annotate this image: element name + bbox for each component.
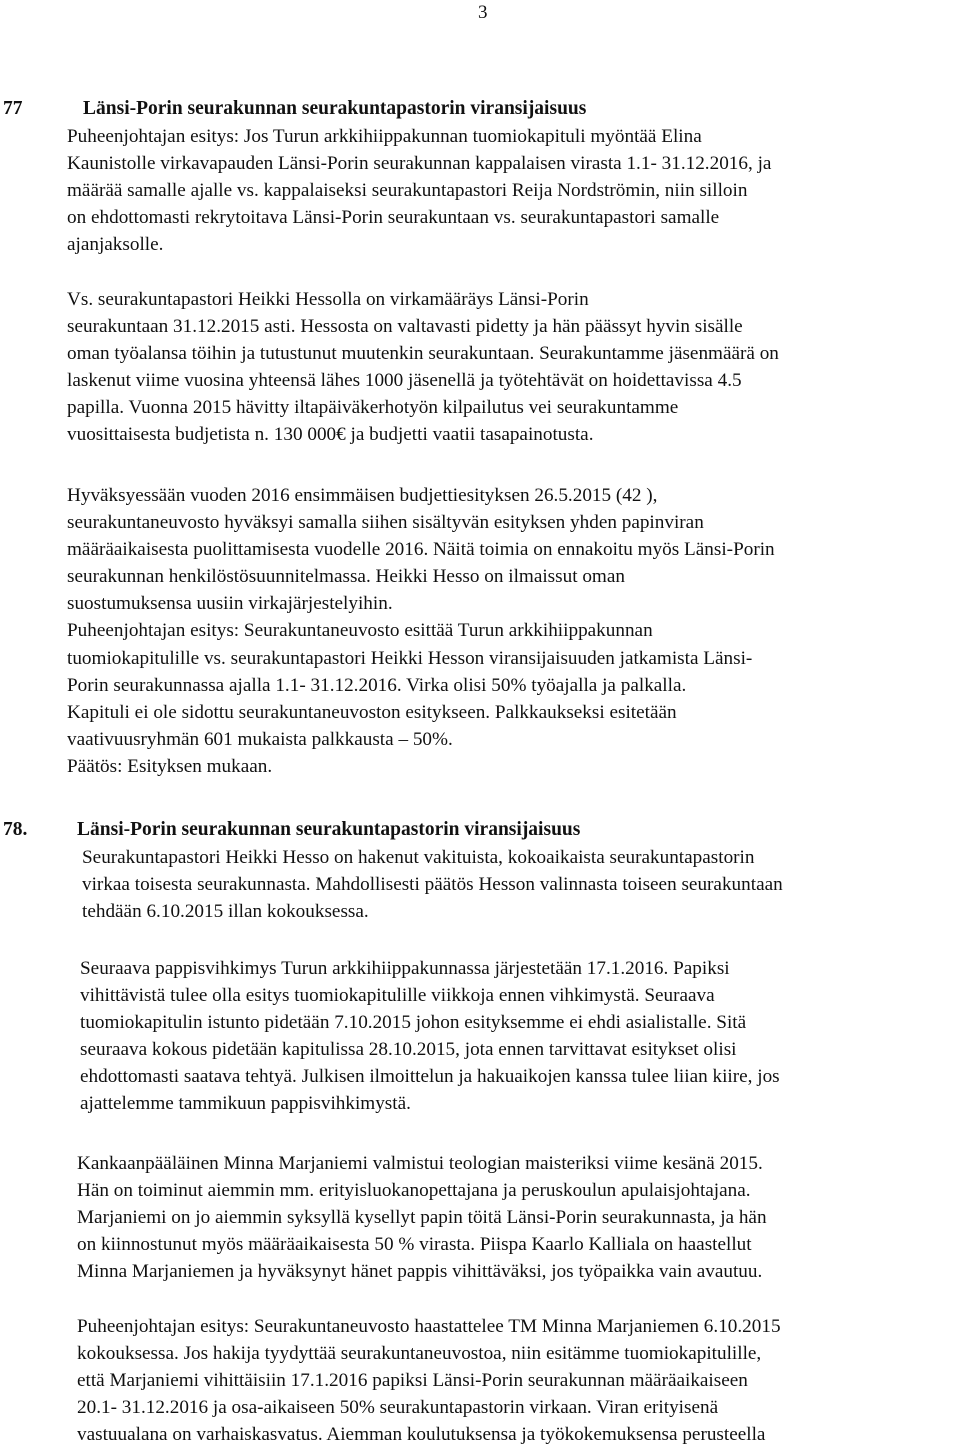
item-number-77: 77 xyxy=(3,98,23,119)
text-line: on kiinnostunut myös määräaikaisesta 50 % virasta. Piispa Kaarlo Kalliala on haastellut xyxy=(77,1234,752,1256)
text-line: laskenut viime vuosina yhteensä lähes 1000 jäsenellä ja työtehtävät on hoidettavissa 4.5 xyxy=(67,370,742,392)
text-line: ajattelemme tammikuun pappisvihkimystä. xyxy=(80,1093,411,1115)
paragraph xyxy=(67,482,775,780)
text-line: tuomiokapitulin istunto pidetään 7.10.2015 johon esityksemme ei ehdi asialistalle. Sitä xyxy=(80,1012,747,1034)
text-line: Päätös: Esityksen mukaan. xyxy=(67,755,273,777)
text-line: ehdottomasti saatava tehtyä. Julkisen ilmoittelun ja hakuaikojen kanssa tulee liian kiire, jos xyxy=(80,1066,780,1088)
text-line: on ehdottomasti rekrytoitava Länsi-Porin seurakuntaan vs. seurakuntapastori samalle xyxy=(67,207,720,229)
text-line: Hyväksyessään vuoden 2016 ensimmäisen budjettiesityksen 26.5.2015 (42 ), xyxy=(67,485,658,506)
text-line: tuomiokapitulille vs. seurakuntapastori Heikki Hesson viransijaisuuden jatkamista Länsi- xyxy=(67,647,753,669)
text-line: oman työalansa töihin ja tutustunut muutenkin seurakuntaan. Seurakuntamme jäsenmäärä on xyxy=(67,343,779,365)
text-line: Puheenjohtajan esitys: Jos Turun arkkihiippakunnan tuomiokapituli myöntää Elina xyxy=(67,126,702,147)
text-line: Kaunistolle virkavapauden Länsi-Porin seurakunnan kappalaisen virasta 1.1- 31.12.2016, ja xyxy=(67,153,772,175)
item-number-78: 78. xyxy=(3,819,28,840)
text-line: tehdään 6.10.2015 illan kokouksessa. xyxy=(82,901,369,923)
text-line: määrää samalle ajalle vs. kappalaiseksi seurakuntapastori Reija Nordströmin, niin silloin xyxy=(67,180,748,202)
section-heading: Länsi-Porin seurakunnan seurakuntapastorin viransijaisuus xyxy=(77,819,581,840)
section-heading: Länsi-Porin seurakunnan seurakuntapastorin viransijaisuus xyxy=(83,98,587,119)
text-line: vihittävistä tulee olla esitys tuomiokapitulille viikkoja ennen vihkimystä. Seuraava xyxy=(80,985,715,1007)
text-line: Puheenjohtajan esitys: Seurakuntaneuvosto esittää Turun arkkihiippakunnan xyxy=(67,620,653,642)
text-line: Kapituli ei ole sidottu seurakuntaneuvoston esitykseen. Palkkaukseksi esitetään xyxy=(67,701,677,723)
text-line: Seuraava pappisvihkimys Turun arkkihiippakunnassa järjestetään 17.1.2016. Papiksi xyxy=(80,958,730,979)
text-line: Marjaniemi on jo aiemmin syksyllä kysellyt papin töitä Länsi-Porin seurakunnasta, ja hän xyxy=(77,1207,767,1229)
text-line: määräaikaisesta puolittamisesta vuodelle 2016. Näitä toimia on ennakoitu myös Länsi-Porin xyxy=(67,539,775,561)
text-line: seuraava kokous pidetään kapitulissa 28.10.2015, jota ennen tarvittavat esitykset olisi xyxy=(80,1039,737,1061)
text-line: seurakuntaan 31.12.2015 asti. Hessosta on valtavasti pidetty ja hän päässyt hyvin sisälle xyxy=(67,316,743,338)
text-line: Seurakuntapastori Heikki Hesso on hakenut vakituista, kokoaikaista seurakuntapastorin xyxy=(82,847,755,868)
text-line: vaativuusryhmän 601 mukaista palkkausta – 50%. xyxy=(67,728,453,750)
text-line: Porin seurakunnassa ajalla 1.1- 31.12.2016. Virka olisi 50% työajalla ja palkalla. xyxy=(67,674,687,696)
text-line: vastuualana on varhaiskasvatus. Aiemman koulutuksensa ja työkokemuksensa perusteella xyxy=(77,1424,766,1446)
text-line: Puheenjohtajan esitys: Seurakuntaneuvosto haastattelee TM Minna Marjaniemen 6.10.2015 xyxy=(77,1316,781,1337)
paragraph xyxy=(77,1150,767,1285)
text-line: Vs. seurakuntapastori Heikki Hessolla on virkamääräys Länsi-Porin xyxy=(67,289,589,310)
text-line: Kankaanpääläinen Minna Marjaniemi valmistui teologian maisteriksi viime kesänä 2015. xyxy=(77,1153,763,1174)
text-line: kokouksessa. Jos hakija tyydyttää seurakuntaneuvostoa, niin esitämme tuomiokapitulille, xyxy=(77,1343,762,1365)
paragraph xyxy=(77,1313,781,1448)
text-line: vuosittaisesta budjetista n. 130 000€ ja budjetti vaatii tasapainotusta. xyxy=(67,424,594,446)
text-line: että Marjaniemi vihittäisiin 17.1.2016 papiksi Länsi-Porin seurakunnan määräaikaiseen xyxy=(77,1370,748,1392)
text-line: suostumuksensa uusiin virkajärjestelyihin. xyxy=(67,593,393,615)
paragraph xyxy=(67,123,771,258)
text-line: ajanjaksolle. xyxy=(67,234,164,256)
text-line: papilla. Vuonna 2015 hävitty iltapäiväkerhotyön kilpailutus vei seurakuntamme xyxy=(67,397,679,419)
text-line: 20.1- 31.12.2016 ja osa-aikaiseen 50% seurakuntapastorin virkaan. Viran erityisenä xyxy=(77,1397,719,1419)
text-line: virkaa toisesta seurakunnasta. Mahdollisesti päätös Hesson valinnasta toiseen seurakuntaan xyxy=(82,874,783,896)
text-line: Hän on toiminut aiemmin mm. erityisluokanopettajana ja peruskoulun apulaisjohtajana. xyxy=(77,1180,751,1202)
paragraph xyxy=(67,286,779,449)
text-line: Minna Marjaniemen ja hyväksynyt hänet pappis vihittäväksi, jos työpaikka vain avautuu. xyxy=(77,1261,763,1283)
paragraph xyxy=(82,844,783,925)
paragraph xyxy=(80,955,780,1118)
page-number: 3 xyxy=(478,2,488,23)
text-line: seurakuntaneuvosto hyväksyi samalla siihen sisältyvän esityksen yhden papinviran xyxy=(67,512,704,534)
text-line: seurakunnan henkilöstösuunnitelmassa. Heikki Hesso on ilmaissut oman xyxy=(67,566,625,588)
